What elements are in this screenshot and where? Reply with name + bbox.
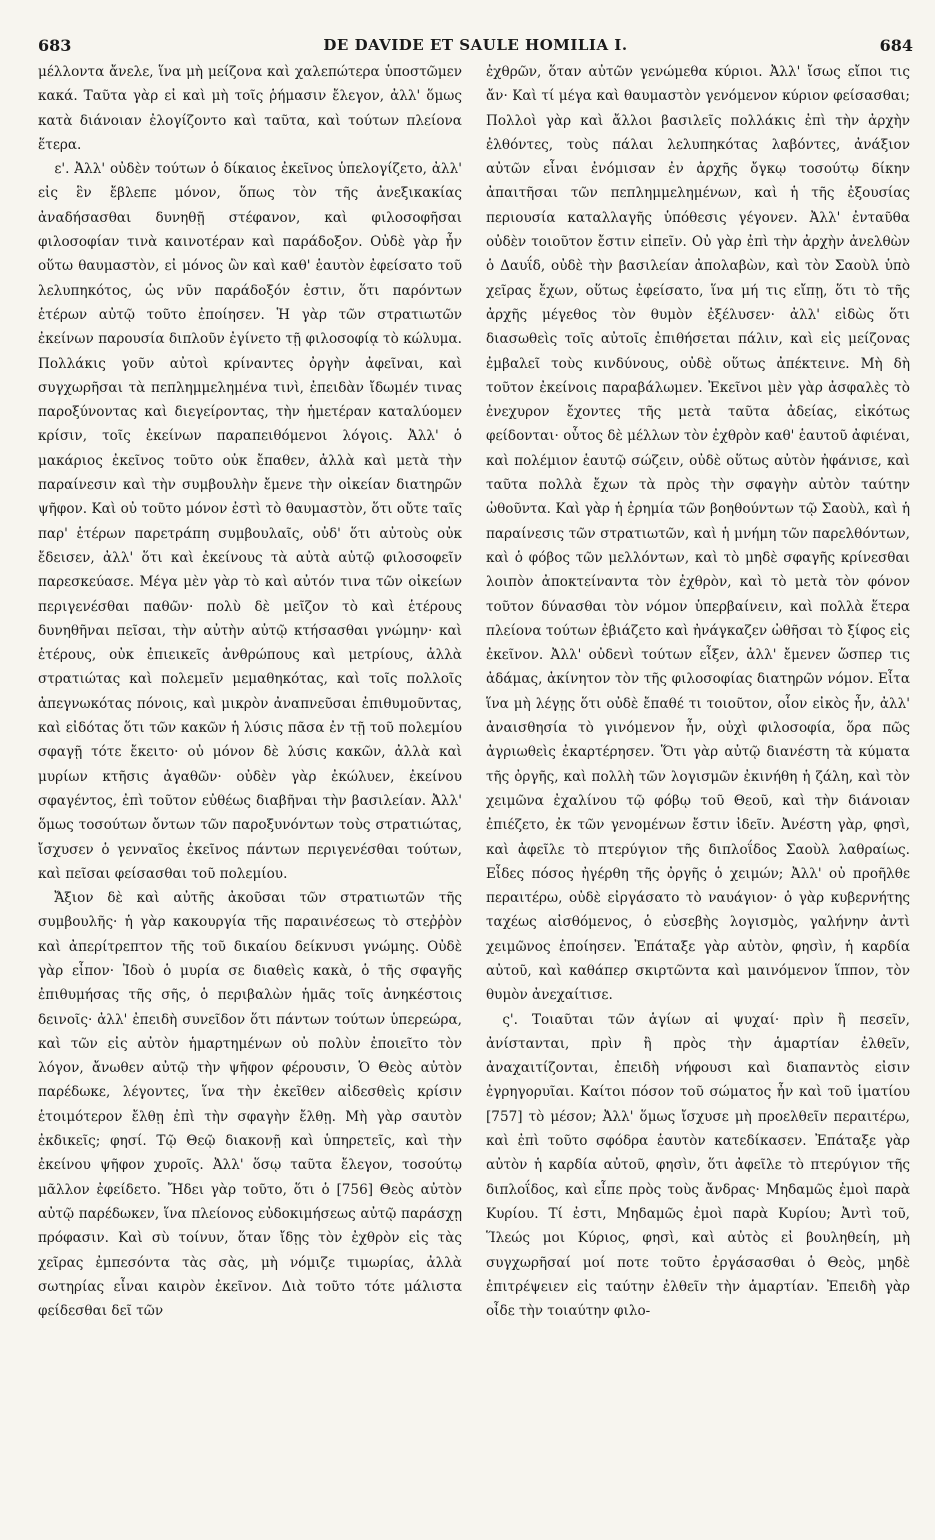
paragraph: ἐχθρῶν, ὅταν αὐτῶν γενώμεθα κύριοι. Ἀλλ' ἴσως εἴποι τις ἄν· Καὶ τί μέγα καὶ θαυμαστὸν γενόμενον κύριον φείσασθαι; Πολλοὶ γὰρ καὶ ἄλλοι βασιλεῖς πολλάκις ἐπὶ τὴν ἀρχὴν ἐλθόντες, τοὺς πάλαι λελυπηκότας λαβόντες, ἀνάξιον αὐτῶν εἶναι ἐνόμισαν ἐν ἀρχῆς ὄγκῳ τοσούτῳ δίκην ἀπαιτῆσαι τῶν πεπλημμελημένων, καὶ ἡ τῆς ἐξουσίας περιουσία καταλλαγῆς ὑπόθεσις γέγονεν. Ἀλλ' ἐνταῦθα οὐδὲν τοιοῦτον ἔστιν εἰπεῖν. Οὐ γὰρ ἐπὶ τὴν ἀρχὴν ἀνελθὼν ὁ Δαυΐδ, οὐδὲ τὴν βασιλείαν ἀπολαβὼν, καὶ τὸν Σαοὺλ ὑπὸ χεῖρας ἔχων, οὕτως ἐφείσατο, ἵνα μή τις εἴπῃ, ὅτι τὸ τῆς ἀρχῆς μέγεθος τὸν θυμὸν ἐξέλυσεν· ἀλλ' εἰδὼς ὅτι διασωθεὶς τοῖς αὐτοῖς ἐπιθήσεται πάλιν, καὶ εἰς μείζονας ἐμβαλεῖ τοὺς κινδύνους, οὐδὲ οὕτως ἀπέκτεινε. Μὴ δὴ τοῦτον ἐκείνοις παραβάλωμεν. Ἐκεῖνοι μὲν γὰρ ἀσφαλὲς τὸ ἐνεχυρον ἔχοντες τῆς μετὰ ταῦτα ἀδείας, εἰκότως φείδονται· οὗτος δὲ μέλλων τὸν ἐχθρὸν καθ' ἑαυτοῦ ἀφιέναι, καὶ πολέμιον ἑαυτῷ σώζειν, οὐδὲ οὕτως αὐτὸν ἠφάνισε, καὶ ταῦτα πολλὰ ἔχων τὰ πρὸς τὴν σφαγὴν αὐτὸν ταύτην ὠθοῦντα. Καὶ γὰρ ἡ ἐρημία τῶν βοηθούντων τῷ Σαοὺλ, καὶ ἡ παραίνεσις τῶν στρατιωτῶν, καὶ ἡ μνήμη τῶν παρελθόντων, καὶ ὁ φόβος τῶν μελλόντων, καὶ τὸ μηδὲ σφαγῆς κρίνεσθαι λοιπὸν ἀποκτείναντα τὸν ἐχθρὸν, καὶ τὸ μετὰ τὸν φόνον τοῦτον δύνασθαι τὸν νόμον ὑπερβαίνειν, καὶ πολλὰ ἕτερα πλείονα τούτων ἐβιάζετο καὶ ἠνάγκαζεν ὠθῆσαι τὸ ξίφος εἰς ἐκεῖνον. Ἀλλ' οὐδενὶ τούτων εἶξεν, ἀλλ' ἔμενεν ὥσπερ τις ἀδάμας, ἀκίνητον τὸν τῆς φιλοσοφίας διατηρῶν νόμον. Εἶτα ἵνα μὴ λέγῃς ὅτι οὐδὲ ἔπαθέ τι τοιοῦτον, οἷον εἰκὸς ἦν, ἀλλ' ἀναισθησία τὸ γινόμενον ἦν, οὐχὶ φιλοσοφία, ὅρα πῶς ἀγριωθεὶς ἐκαρτέρησεν. Ὅτι γὰρ αὐτῷ διανέστη τὰ κύματα τῆς ὀργῆς, καὶ πολλὴ τῶν λογισμῶν ἐκινήθη ἡ ζάλη, καὶ τὸν χειμῶνα ἐχαλίνου τῷ φόβῳ τοῦ Θεοῦ, καὶ τὴν διάνοιαν ἐπιέζετο, ἐκ τῶν γενομένων ἔστιν ἰδεῖν. Ἀνέστη γὰρ, φησὶ, καὶ ἀφεῖλε τὸ πτερύγιον τῆς διπλοΐδος Σαοὺλ λαθραίως. Εἶδες πόσος ἠγέρθη τῆς ὀργῆς ὁ χειμών; Ἀλλ' οὐ προῆλθε περαιτέρω, οὐδὲ εἰργάσατο τὸ ναυάγιον· ὁ γὰρ κυβερνήτης ταχέως αἰσθόμενος, ὁ εὐσεβὴς λογισμὸς, γαλήνην ἀντὶ χειμῶνος ἐποίησεν. Ἐπάταξε γὰρ αὐτὸν, φησὶν, ἡ καρδία αὐτοῦ, καὶ καθάπερ σκιρτῶντα καὶ μαινόμενον ἵππον, τὸν θυμὸν ἀνεχαίτισε. xyxy=(486,64,910,1004)
page-number-left: 683 xyxy=(38,36,72,55)
paragraph: μέλλοντα ἄνελε, ἵνα μὴ μείζονα καὶ χαλεπώτερα ὑποστῶμεν κακά. Ταῦτα γὰρ εἰ καὶ μὴ τοῖς ῥήμασιν ἔλεγον, ἀλλ' ὅμως κατὰ διάνοιαν ἐλογίζοντο καὶ ταῦτα, καὶ τούτων πλείονα ἕτερα. xyxy=(38,64,462,153)
running-title: DE DAVIDE ET SAULE HOMILIA I. xyxy=(323,36,628,54)
right-column xyxy=(486,60,910,1323)
paragraph: Ἄξιον δὲ καὶ αὐτῆς ἀκοῦσαι τῶν στρατιωτῶν τῆς συμβουλῆς· ἡ γὰρ κακουργία τῆς παραινέσεως τὸ στεῤῥὸν καὶ ἀπερίτρεπτον τῆς τοῦ δικαίου δείκνυσι γνώμης. Οὐδὲ γὰρ εἶπον· Ἰδοὺ ὁ μυρία σε διαθεὶς κακὰ, ὁ τῆς σφαγῆς ἐπιθυμήσας τῆς σῆς, ὁ περιβαλὼν ἡμᾶς τοῖς ἀνηκέστοις δεινοῖς· ἀλλ' ἐπειδὴ συνεῖδον ὅτι πάντων τούτων ὑπερεώρα, καὶ τῶν εἰς αὐτὸν ἡμαρτημένων οὐ πολὺν ἐποιεῖτο τὸν λόγον, ἄνωθεν αὐτῷ τὴν ψῆφον φέρουσιν, Ὁ Θεὸς αὐτὸν παρέδωκε, λέγοντες, ἵνα τὴν ἐκεῖθεν αἰδεσθεὶς κρίσιν ἑτοιμότερον ἔλθῃ ἐπὶ τὴν σφαγὴν ἔλθῃ. Μὴ γὰρ σαυτὸν ἐκδικεῖς; φησί. Τῷ Θεῷ διακονῇ καὶ ὑπηρετεῖς, καὶ τὴν ἐκείνου ψῆφον χυροῖς. Ἀλλ' ὅσῳ ταῦτα ἔλεγον, τοσούτῳ μᾶλλον ἐφείδετο. Ἤδει γὰρ τοῦτο, ὅτι ὁ [756] Θεὸς αὐτὸν αὐτῷ παρέδωκεν, ἵνα πλείονος εὐδοκιμήσεως αὐτῷ παράσχῃ πρόφασιν. Καὶ σὺ τοίνυν, ὅταν ἴδῃς τὸν ἐχθρὸν εἰς τὰς χεῖρας ἐμπεσόντα τὰς σὰς, μὴ νόμιζε τιμωρίας, ἀλλὰ σωτηρίας εἶναι καιρὸν ἐκεῖνον. Διὰ τοῦτο τότε μάλιστα φείδεσθαι δεῖ τῶν xyxy=(38,890,462,1320)
running-header xyxy=(38,32,913,58)
text-columns xyxy=(38,60,913,1323)
paragraph: ς'. Τοιαῦται τῶν ἁγίων αἱ ψυχαί· πρὶν ἢ πεσεῖν, ἀνίστανται, πρὶν ἢ πρὸς τὴν ἁμαρτίαν ἐλθεῖν, ἀναχαιτίζονται, ἐπειδὴ νήφουσι καὶ διαπαντὸς εἰσιν ἐγρηγορυῖαι. Καίτοι πόσον τοῦ σώματος ἦν καὶ τοῦ ἱματίου [757] τὸ μέσον; Ἀλλ' ὅμως ἴσχυσε μὴ προελθεῖν περαιτέρω, καὶ ἐπὶ τοῦτο σφόδρα ἑαυτὸν κατεδίκασεν. Ἐπάταξε γὰρ αὐτὸν ἡ καρδία αὐτοῦ, φησὶν, ὅτι ἀφεῖλε τὸ πτερύγιον τῆς διπλοΐδος, καὶ εἶπε πρὸς τοὺς ἄνδρας· Μηδαμῶς ἐμοὶ παρὰ Κυρίου. Τί ἐστι, Μηδαμῶς ἐμοὶ παρὰ Κυρίου; Ἀντὶ τοῦ, Ἵλεώς μοι Κύριος, φησὶ, καὶ αὐτὸς εἰ βουληθείη, μὴ συγχωρῆσαί μοί ποτε τοῦτο ἐργάσασθαι ὁ Θεὸς, μηδὲ ἐπιτρέψειεν εἰς ταύτην ἐλθεῖν τὴν ἁμαρτίαν. Ἐπειδὴ γὰρ οἶδε τὴν τοιαύτην φιλο- xyxy=(486,1011,910,1320)
page-number-right: 684 xyxy=(879,36,913,55)
paragraph: ε'. Ἀλλ' οὐδὲν τούτων ὁ δίκαιος ἐκεῖνος ὑπελογίζετο, ἀλλ' εἰς ἓν ἔβλεπε μόνον, ὅπως τὸν τῆς ἀνεξικακίας ἀναδήσασθαι δυνηθῇ στέφανον, καὶ φιλοσοφῆσαι φιλοσοφίαν τινὰ καινοτέραν καὶ παράδοξον. Οὐδὲ γὰρ ἦν οὕτω θαυμαστὸν, εἰ μόνος ὢν καὶ καθ' ἑαυτὸν ἐφείσατο τοῦ λελυπηκότος, ὡς νῦν παράδοξόν ἐστιν, ὅτι παρόντων ἑτέρων αὐτῷ τοῦτο ἐποίησεν. Ἡ γὰρ τῶν στρατιωτῶν ἐκείνων παρουσία διπλοῦν ἐγίνετο τῇ φιλοσοφίᾳ τὸ κώλυμα. Πολλάκις γοῦν αὐτοὶ κρίναντες ὀργὴν ἀφεῖναι, καὶ συγχωρῆσαι τὰ πεπλημμελημένα τινὶ, ἐπειδὰν ἴδωμέν τινας παροξύνοντας καὶ διεγείροντας, τὴν ἡμετέραν καταλύομεν κρίσιν, τοῖς ἐκείνων παραπειθόμενοι λόγοις. Ἀλλ' ὁ μακάριος ἐκεῖνος τοῦτο οὐκ ἔπαθεν, ἀλλὰ καὶ μετὰ τὴν παραίνεσιν καὶ τὴν συμβουλὴν ἔμενε τὴν οἰκείαν διατηρῶν ψῆφον. Καὶ οὐ τοῦτο μόνον ἐστὶ τὸ θαυμαστὸν, ὅτι οὔτε ταῖς παρ' ἑτέρων παρετράπη συμβουλαῖς, οὐδ' ὅτι αὐτοὺς οὐκ ἔδεισεν, ἀλλ' ὅτι καὶ ἐκείνους τὰ αὐτὰ αὐτῷ φιλοσοφεῖν παρεσκεύασε. Μέγα μὲν γὰρ τὸ καὶ αὐτόν τινα τῶν οἰκείων περιγενέσθαι παθῶν· πολὺ δὲ μεῖζον τὸ καὶ ἑτέρους δυνηθῆναι πεῖσαι, τὴν αὐτὴν αὐτῷ κτήσασθαι γνώμην· καὶ ἑτέρους, οὐκ ἐπιεικεῖς ἀνθρώπους καὶ μετρίους, ἀλλὰ στρατιώτας καὶ πολεμεῖν μεμαθηκότας, καὶ τοῖς πολλοῖς ἀπεγνωκότας πόνοις, καὶ μικρὸν ἀναπνεῦσαι ἐπιθυμοῦντας, καὶ εἰδότας ὅτι τῶν κακῶν ἡ λύσις πᾶσα ἐν τῇ τοῦ πολεμίου σφαγῇ τότε ἔκειτο· οὐ μόνον δὲ λύσις κακῶν, ἀλλὰ καὶ μυρίων κτῆσις ἀγαθῶν· οὐδὲν γὰρ ἐκώλυεν, ἐκείνου σφαγέντος, ἐπὶ τοῦτον εὐθέως διαβῆναι τὴν βασιλείαν. Ἀλλ' ὅμως τοσούτων ὄντων τῶν παροξυνόντων τοὺς στρατιώτας, ἴσχυσεν ὁ γενναῖος ἐκεῖνος πάντων περιγενέσθαι τούτων, καὶ πεῖσαι φείσασθαι τοῦ πολεμίου. xyxy=(38,161,462,882)
left-column xyxy=(38,60,462,1323)
